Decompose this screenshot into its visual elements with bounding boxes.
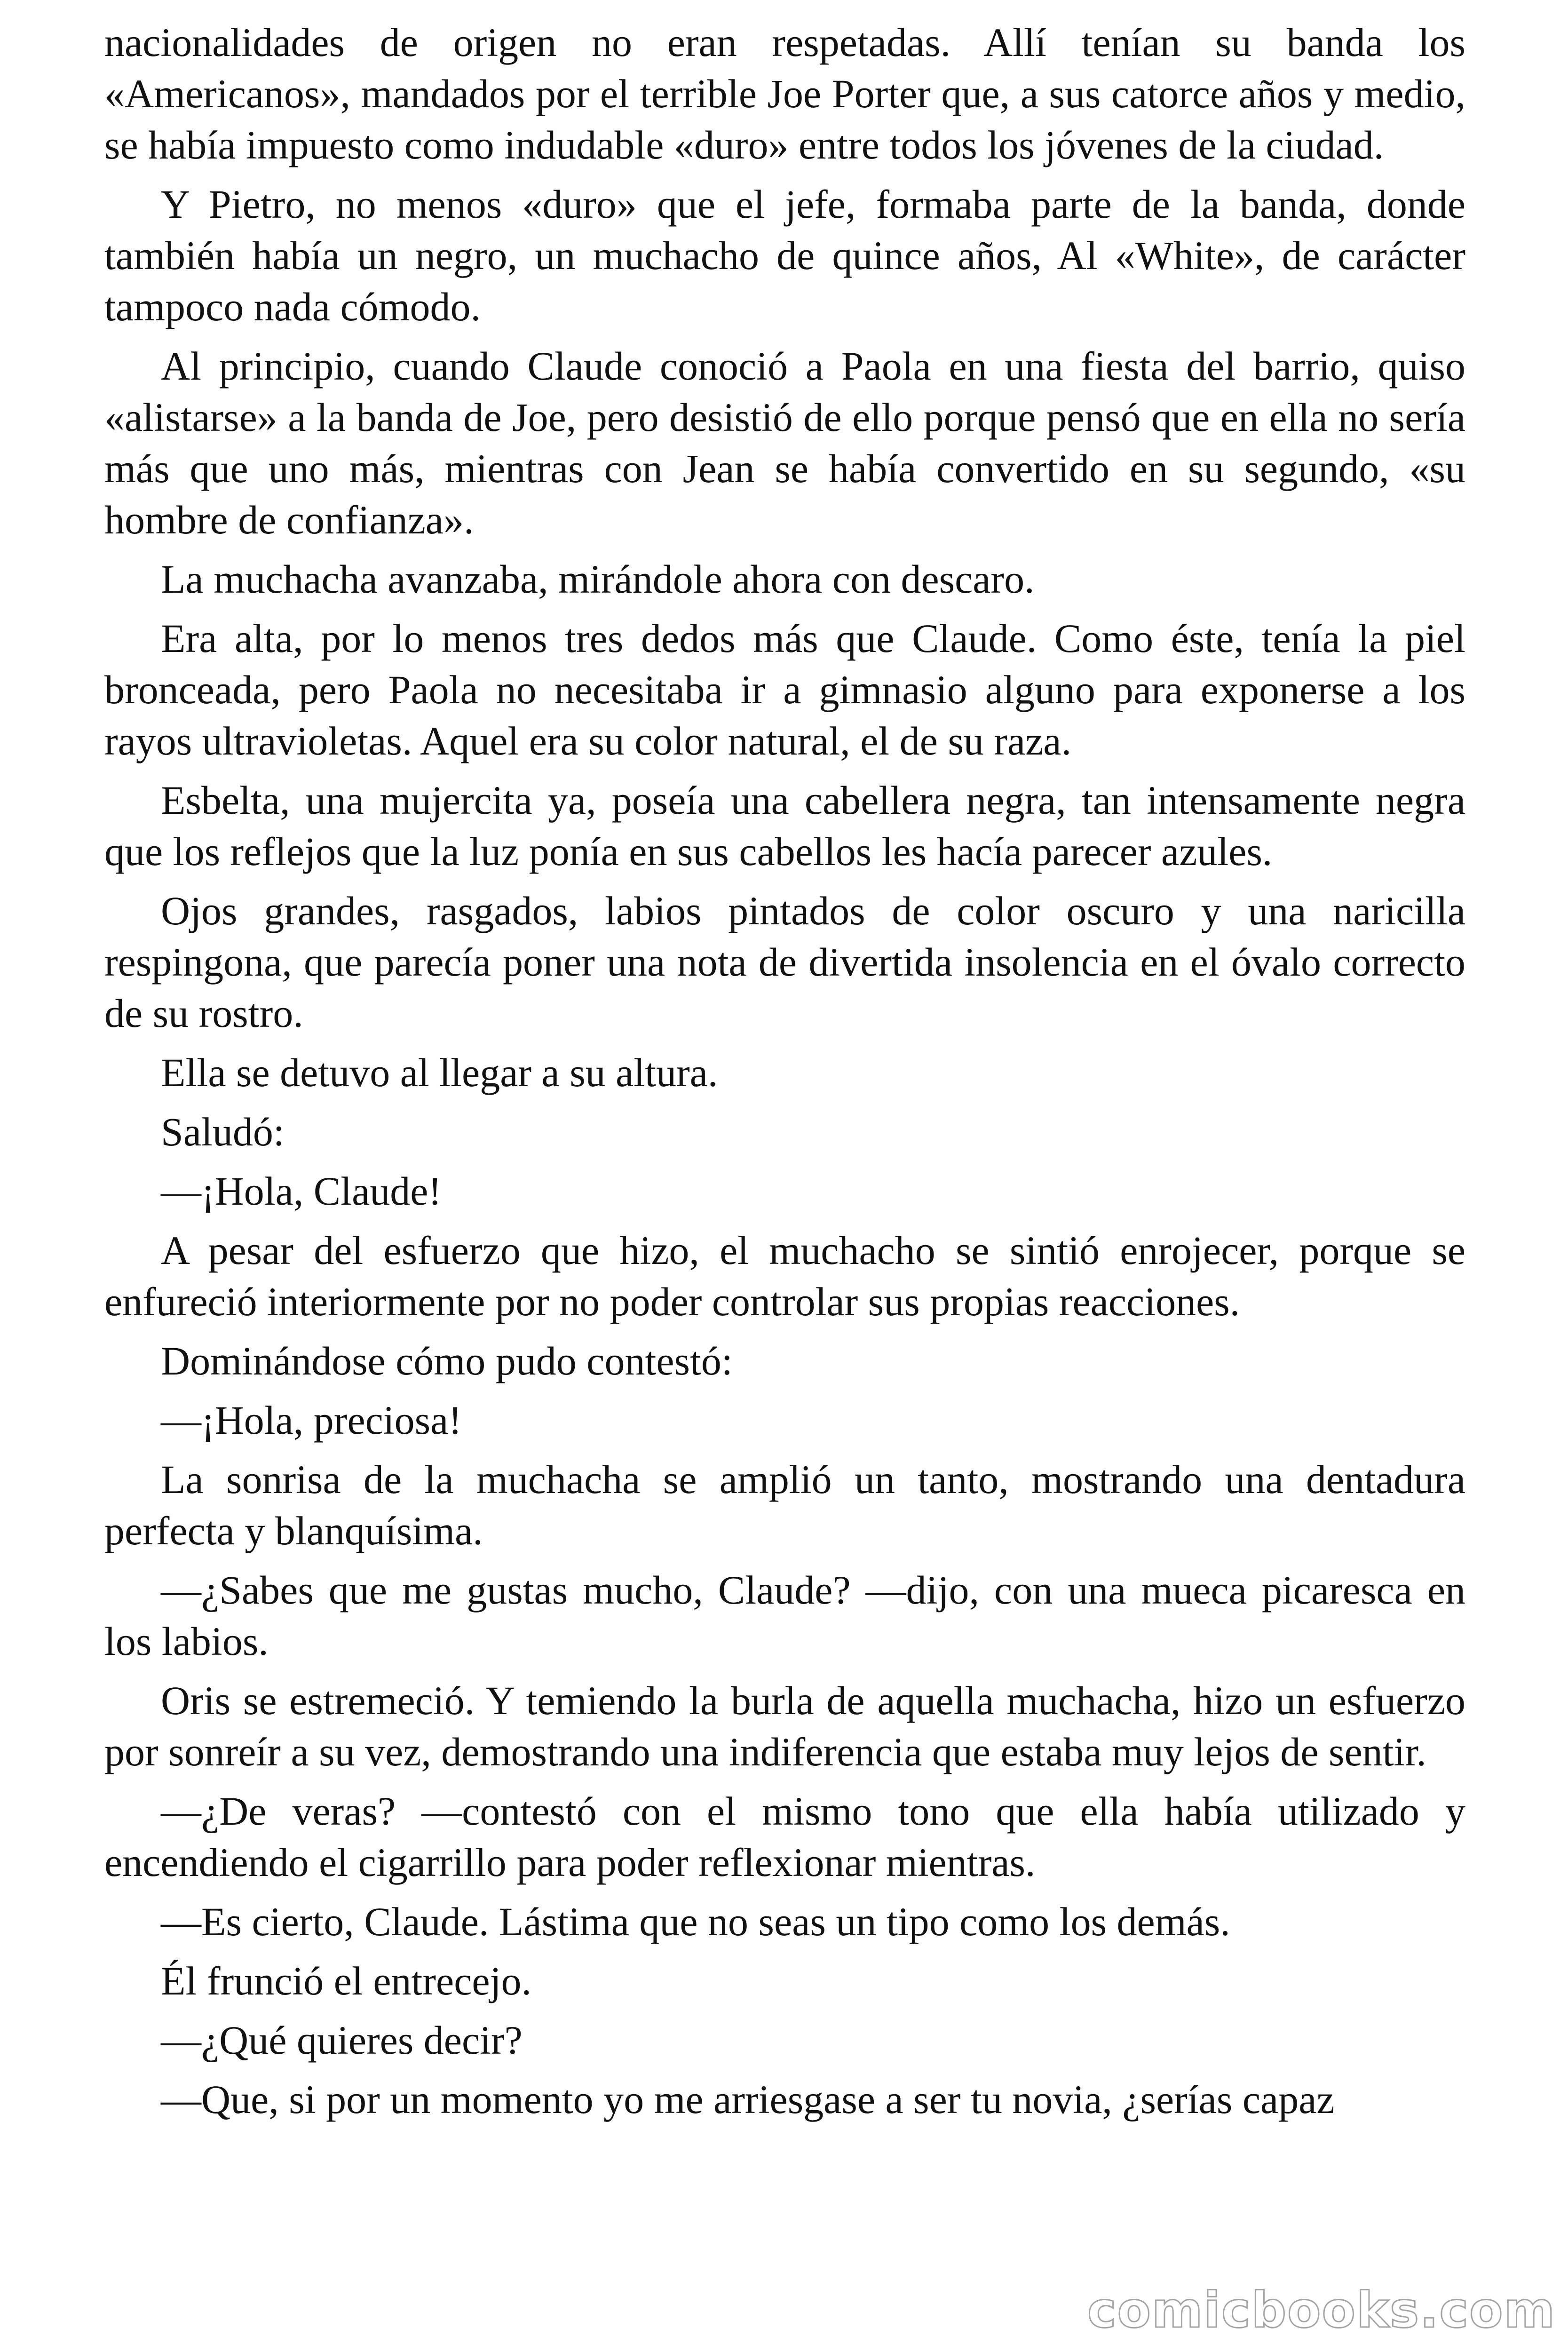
paragraph-14: La sonrisa de la muchacha se amplió un tanto, mostrando una dentadura perfecta y blanquísima. (104, 1457, 1465, 1553)
paragraph-10: —¡Hola, Claude! (161, 1168, 442, 1214)
paragraph-3: Al principio, cuando Claude conoció a Paola en una fiesta del barrio, quiso «alistarse» a la banda de Joe, pero desistió de ello porque pensó que en ella no sería más que uno más, mientras con Jean se había convertido en su segundo, «su hombre de confianza». (104, 343, 1465, 542)
paragraph-16: Oris se estremeció. Y temiendo la burla de aquella muchacha, hizo un esfuerzo por sonreír a su vez, demostrando una indiferencia que estaba muy lejos de sentir. (104, 1678, 1465, 1774)
paragraph-18: —Es cierto, Claude. Lástima que no seas un tipo como los demás. (161, 1899, 1230, 1944)
paragraph-2: Y Pietro, no menos «duro» que el jefe, formaba parte de la banda, donde también había un negro, un muchacho de quince años, Al «White», de carácter tampoco nada cómodo. (104, 182, 1465, 329)
paragraph-17: —¿De veras? —contestó con el mismo tono que ella había utilizado y encendiendo el cigarrillo para poder reflexionar mientras. (104, 1788, 1465, 1885)
book-page (104, 17, 1465, 2341)
paragraph-13: —¡Hola, preciosa! (161, 1398, 462, 1443)
paragraph-8: Ella se detuvo al llegar a su altura. (161, 1050, 718, 1095)
paragraph-9: Saludó: (161, 1109, 285, 1154)
paragraph-7: Ojos grandes, rasgados, labios pintados de color oscuro y una naricilla respingona, que parecía poner una nota de divertida insolencia en el óvalo correcto de su rostro. (104, 888, 1465, 1036)
paragraph-12: Dominándose cómo pudo contestó: (161, 1338, 733, 1383)
paragraph-1: nacionalidades de origen no eran respetadas. Allí tenían su banda los «Americanos», mandados por el terrible Joe Porter que, a sus catorce años y medio, se había impuesto como indudable «duro» entre todos los jóvenes de la ciudad. (104, 20, 1465, 167)
paragraph-19: Él frunció el entrecejo. (161, 1958, 531, 2003)
watermark-logo: comicbooks.com (1087, 2281, 1556, 2339)
paragraph-4: La muchacha avanzaba, mirándole ahora con descaro. (161, 556, 1035, 602)
paragraph-20: —¿Qué quieres decir? (161, 2018, 523, 2063)
paragraph-11: A pesar del esfuerzo que hizo, el muchacho se sintió enrojecer, porque se enfureció interiormente por no poder controlar sus propias reacciones. (104, 1228, 1465, 1324)
paragraph-21: —Que, si por un momento yo me arriesgase a ser tu novia, ¿serías capaz (161, 2077, 1335, 2122)
paragraph-5: Era alta, por lo menos tres dedos más que Claude. Como éste, tenía la piel bronceada, pero Paola no necesitaba ir a gimnasio alguno para exponerse a los rayos ultravioletas. Aquel era su color natural, el de su raza. (104, 616, 1465, 763)
paragraph-6: Esbelta, una mujercita ya, poseía una cabellera negra, tan intensamente negra que los reflejos que la luz ponía en sus cabellos les hacía parecer azules. (104, 778, 1465, 874)
paragraph-15: —¿Sabes que me gustas mucho, Claude? —dijo, con una mueca picaresca en los labios. (104, 1567, 1465, 1664)
